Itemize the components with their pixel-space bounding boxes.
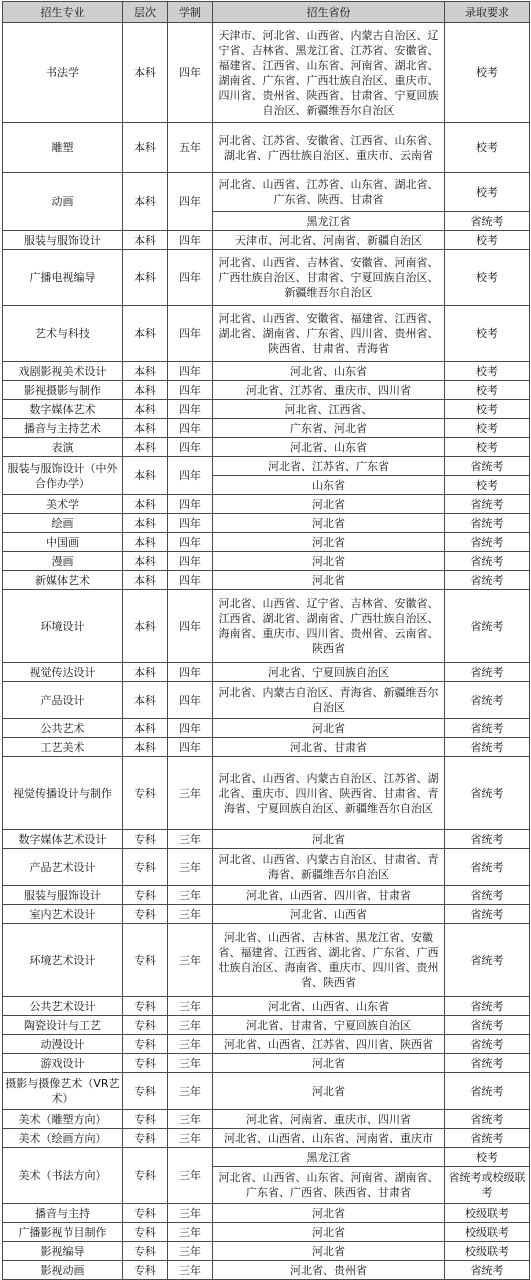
provinces-cell: 河北省、山西省、山东省 <box>213 997 445 1016</box>
requirement-cell: 省统考 <box>445 1054 530 1073</box>
requirement-cell: 省统考 <box>445 663 530 682</box>
years-cell: 三年 <box>168 1129 213 1148</box>
provinces-cell: 河北省、山西省、山东省、河南省、重庆市 <box>213 1129 445 1148</box>
major-cell: 绘画 <box>3 514 123 533</box>
table-row <box>3 250 530 306</box>
provinces-cell: 河北省、山西省、安徽省、福建省、江西省、湖北省、湖南省、广东省、四川省、贵州省、陕西省、甘肃省、青海省 <box>213 306 445 362</box>
level-cell: 专科 <box>123 1242 168 1261</box>
provinces-cell: 河北省 <box>213 1223 445 1242</box>
table-row <box>3 1110 530 1129</box>
requirement-cell: 省统考 <box>445 212 530 231</box>
level-cell: 本科 <box>123 400 168 419</box>
level-cell: 专科 <box>123 1073 168 1110</box>
requirement-cell: 省统考 <box>445 1035 530 1054</box>
table-row <box>3 23 530 123</box>
table-row <box>3 419 530 438</box>
table-row <box>3 123 530 173</box>
provinces-cell: 河北省、山西省、山东省、河南省、湖南省、广东省、广西省、陕西省、甘肃省 <box>213 1167 445 1204</box>
provinces-cell: 河北省 <box>213 514 445 533</box>
years-cell: 四年 <box>168 231 213 250</box>
table-body <box>3 23 530 1280</box>
provinces-cell: 河北省 <box>213 533 445 552</box>
provinces-cell: 河北省、江苏省、广东省 <box>213 457 445 476</box>
years-cell: 三年 <box>168 757 213 830</box>
requirement-cell: 校考 <box>445 23 530 123</box>
table-row <box>3 1016 530 1035</box>
requirement-cell: 省统考 <box>445 849 530 886</box>
requirement-cell: 省统考 <box>445 886 530 905</box>
table-row <box>3 381 530 400</box>
years-cell: 三年 <box>168 1261 213 1280</box>
years-cell: 四年 <box>168 306 213 362</box>
major-cell: 公共艺术 <box>3 719 123 738</box>
major-cell: 室内艺术设计 <box>3 905 123 924</box>
table-row <box>3 533 530 552</box>
years-cell: 三年 <box>168 1073 213 1110</box>
requirement-cell: 省统考或校级联考 <box>445 1167 530 1204</box>
requirement-cell: 校考 <box>445 123 530 173</box>
table-row <box>3 495 530 514</box>
provinces-cell: 河北省、河南省、重庆市、四川省 <box>213 1110 445 1129</box>
major-cell: 影视动画 <box>3 1261 123 1280</box>
level-cell: 专科 <box>123 1223 168 1242</box>
years-cell: 三年 <box>168 830 213 849</box>
requirement-cell: 校考 <box>445 306 530 362</box>
years-cell: 四年 <box>168 250 213 306</box>
major-cell: 播音与主持艺术 <box>3 419 123 438</box>
level-cell: 本科 <box>123 514 168 533</box>
table-row <box>3 1242 530 1261</box>
table-row <box>3 1223 530 1242</box>
level-cell: 本科 <box>123 590 168 663</box>
level-cell: 本科 <box>123 571 168 590</box>
provinces-cell: 河北省、山东省 <box>213 362 445 381</box>
table-row <box>3 663 530 682</box>
years-cell: 四年 <box>168 552 213 571</box>
provinces-cell: 河北省、山西省、四川省、甘肃省 <box>213 886 445 905</box>
years-cell: 四年 <box>168 23 213 123</box>
requirement-cell: 校级联考 <box>445 1204 530 1223</box>
provinces-cell: 河北省、江西省、 <box>213 400 445 419</box>
years-cell: 四年 <box>168 400 213 419</box>
provinces-cell: 河北省、内蒙古自治区、青海省、新疆维吾尔自治区 <box>213 682 445 719</box>
table-row <box>3 173 530 212</box>
requirement-cell: 校考 <box>445 173 530 212</box>
major-cell: 数字媒体艺术设计 <box>3 830 123 849</box>
provinces-cell: 河北省、山西省、吉林省、安徽省、河南省、广西壮族自治区、甘肃省、宁夏回族自治区、新疆维吾尔自治区 <box>213 250 445 306</box>
requirement-cell: 校考 <box>445 476 530 495</box>
table-row <box>3 886 530 905</box>
provinces-cell: 河北省、山西省、内蒙古自治区、江苏省、湖北省、重庆市、四川省、陕西省、甘肃省、青海省、宁夏回族自治区、新疆维吾尔自治区 <box>213 757 445 830</box>
table-row <box>3 457 530 476</box>
years-cell: 四年 <box>168 514 213 533</box>
provinces-cell: 河北省 <box>213 830 445 849</box>
years-cell: 四年 <box>168 495 213 514</box>
major-cell: 新媒体艺术 <box>3 571 123 590</box>
provinces-cell: 河北省 <box>213 495 445 514</box>
major-cell: 雕塑 <box>3 123 123 173</box>
years-cell: 四年 <box>168 682 213 719</box>
major-cell: 美术（书法方向） <box>3 1148 123 1204</box>
level-cell: 本科 <box>123 438 168 457</box>
requirement-cell: 校考 <box>445 250 530 306</box>
table-row <box>3 905 530 924</box>
requirement-cell: 省统考 <box>445 830 530 849</box>
table-row <box>3 1148 530 1167</box>
provinces-cell: 天津市、河北省、山西省、内蒙古自治区、辽宁省、吉林省、黑龙江省、江苏省、安徽省、福建省、江西省、山东省、河南省、湖北省、湖南省、广东省、广西壮族自治区、重庆市、四川省、贵州省、陕西省、甘肃省、宁夏回族自治区、新疆维吾尔自治区 <box>213 23 445 123</box>
table-row <box>3 362 530 381</box>
major-cell: 广播电视编导 <box>3 250 123 306</box>
table-row <box>3 590 530 663</box>
major-cell: 游戏设计 <box>3 1054 123 1073</box>
major-cell: 表演 <box>3 438 123 457</box>
requirement-cell: 省统考 <box>445 1129 530 1148</box>
table-row <box>3 514 530 533</box>
level-cell: 本科 <box>123 173 168 231</box>
major-cell: 戏剧影视美术设计 <box>3 362 123 381</box>
provinces-cell: 河北省、山东省 <box>213 438 445 457</box>
provinces-cell: 河北省 <box>213 552 445 571</box>
level-cell: 专科 <box>123 1261 168 1280</box>
requirement-cell: 省统考 <box>445 495 530 514</box>
major-cell: 服装与服饰设计 <box>3 886 123 905</box>
header-provinces: 招生省份 <box>213 2 445 23</box>
requirement-cell: 省统考 <box>445 1110 530 1129</box>
table-row <box>3 1204 530 1223</box>
years-cell: 四年 <box>168 419 213 438</box>
level-cell: 专科 <box>123 905 168 924</box>
major-cell: 数字媒体艺术 <box>3 400 123 419</box>
years-cell: 四年 <box>168 738 213 757</box>
table-row <box>3 757 530 830</box>
level-cell: 本科 <box>123 231 168 250</box>
header-level: 层次 <box>123 2 168 23</box>
requirement-cell: 省统考 <box>445 1261 530 1280</box>
requirement-cell: 省统考 <box>445 924 530 997</box>
level-cell: 专科 <box>123 830 168 849</box>
requirement-cell: 省统考 <box>445 757 530 830</box>
table-row <box>3 1054 530 1073</box>
provinces-cell: 山东省 <box>213 476 445 495</box>
requirement-cell: 校考 <box>445 419 530 438</box>
major-cell: 影视编导 <box>3 1242 123 1261</box>
major-cell: 产品艺术设计 <box>3 849 123 886</box>
table-row <box>3 438 530 457</box>
years-cell: 四年 <box>168 381 213 400</box>
provinces-cell: 河北省 <box>213 719 445 738</box>
level-cell: 本科 <box>123 381 168 400</box>
table-row <box>3 682 530 719</box>
provinces-cell: 河北省、山西省、吉林省、黑龙江省、安徽省、福建省、江西省、湖北省、广东省、广西壮族自治区、海南省、重庆市、四川省、贵州省、陕西省 <box>213 924 445 997</box>
provinces-cell: 河北省、山西省、内蒙古自治区、甘肃省、青海省、新疆维吾尔自治区 <box>213 849 445 886</box>
level-cell: 专科 <box>123 1204 168 1223</box>
requirement-cell: 校级联考 <box>445 1242 530 1261</box>
requirement-cell: 省统考 <box>445 457 530 476</box>
major-cell: 影视摄影与制作 <box>3 381 123 400</box>
requirement-cell: 省统考 <box>445 590 530 663</box>
level-cell: 专科 <box>123 924 168 997</box>
years-cell: 三年 <box>168 1035 213 1054</box>
provinces-cell: 河北省、贵州省 <box>213 1261 445 1280</box>
requirement-cell: 校考 <box>445 1148 530 1167</box>
years-cell: 五年 <box>168 123 213 173</box>
table-row <box>3 830 530 849</box>
provinces-cell: 河北省、山西省、辽宁省、吉林省、安徽省、江西省、湖北省、湖南省、广西壮族自治区、海南省、重庆市、四川省、贵州省、云南省、陕西省 <box>213 590 445 663</box>
provinces-cell: 黑龙江省 <box>213 1148 445 1167</box>
table-row <box>3 1073 530 1110</box>
major-cell: 摄影与摄像艺术（VR艺术） <box>3 1073 123 1110</box>
requirement-cell: 省统考 <box>445 719 530 738</box>
level-cell: 本科 <box>123 533 168 552</box>
requirement-cell: 校级联考 <box>445 1223 530 1242</box>
header-row <box>3 2 530 23</box>
major-cell: 工艺美术 <box>3 738 123 757</box>
major-cell: 公共艺术设计 <box>3 997 123 1016</box>
table-row <box>3 1035 530 1054</box>
table-row <box>3 400 530 419</box>
level-cell: 专科 <box>123 757 168 830</box>
level-cell: 专科 <box>123 849 168 886</box>
level-cell: 本科 <box>123 552 168 571</box>
header-years: 学制 <box>168 2 213 23</box>
table-row <box>3 719 530 738</box>
years-cell: 三年 <box>168 886 213 905</box>
requirement-cell: 省统考 <box>445 571 530 590</box>
major-cell: 视觉传达设计 <box>3 663 123 682</box>
major-cell: 服装与服饰设计（中外合作办学） <box>3 457 123 495</box>
requirement-cell: 省统考 <box>445 533 530 552</box>
table-row <box>3 552 530 571</box>
years-cell: 四年 <box>168 571 213 590</box>
years-cell: 三年 <box>168 1110 213 1129</box>
major-cell: 动漫设计 <box>3 1035 123 1054</box>
major-cell: 中国画 <box>3 533 123 552</box>
level-cell: 专科 <box>123 1016 168 1035</box>
provinces-cell: 河北省 <box>213 1204 445 1223</box>
provinces-cell: 天津市、河北省、河南省、新疆自治区 <box>213 231 445 250</box>
table-row <box>3 231 530 250</box>
requirement-cell: 省统考 <box>445 1016 530 1035</box>
requirement-cell: 省统考 <box>445 514 530 533</box>
provinces-cell: 河北省、山西省、江苏省、四川省、陕西省 <box>213 1035 445 1054</box>
requirement-cell: 校考 <box>445 362 530 381</box>
requirement-cell: 省统考 <box>445 997 530 1016</box>
years-cell: 四年 <box>168 438 213 457</box>
major-cell: 服装与服饰设计 <box>3 231 123 250</box>
years-cell: 三年 <box>168 849 213 886</box>
requirement-cell: 省统考 <box>445 1073 530 1110</box>
level-cell: 本科 <box>123 663 168 682</box>
years-cell: 四年 <box>168 362 213 381</box>
provinces-cell: 河北省 <box>213 1242 445 1261</box>
major-cell: 艺术与科技 <box>3 306 123 362</box>
years-cell: 三年 <box>168 924 213 997</box>
table-row <box>3 924 530 997</box>
years-cell: 三年 <box>168 1054 213 1073</box>
requirement-cell: 省统考 <box>445 682 530 719</box>
level-cell: 专科 <box>123 1148 168 1204</box>
requirement-cell: 校考 <box>445 438 530 457</box>
years-cell: 四年 <box>168 173 213 231</box>
years-cell: 三年 <box>168 905 213 924</box>
level-cell: 专科 <box>123 997 168 1016</box>
provinces-cell: 河北省 <box>213 571 445 590</box>
years-cell: 三年 <box>168 1016 213 1035</box>
table-row <box>3 849 530 886</box>
major-cell: 环境设计 <box>3 590 123 663</box>
table-row <box>3 738 530 757</box>
provinces-cell: 河北省、甘肃省、宁夏回族自治区 <box>213 1016 445 1035</box>
level-cell: 本科 <box>123 738 168 757</box>
requirement-cell: 省统考 <box>445 738 530 757</box>
table-row <box>3 1129 530 1148</box>
major-cell: 视觉传播设计与制作 <box>3 757 123 830</box>
level-cell: 专科 <box>123 1054 168 1073</box>
level-cell: 本科 <box>123 419 168 438</box>
years-cell: 四年 <box>168 533 213 552</box>
level-cell: 专科 <box>123 886 168 905</box>
table-row <box>3 1261 530 1280</box>
major-cell: 产品设计 <box>3 682 123 719</box>
level-cell: 专科 <box>123 1035 168 1054</box>
years-cell: 四年 <box>168 457 213 495</box>
header-major: 招生专业 <box>3 2 123 23</box>
major-cell: 环境艺术设计 <box>3 924 123 997</box>
provinces-cell: 河北省、江苏省、安徽省、江西省、山东省、湖北省、广西壮族自治区、重庆市、云南省 <box>213 123 445 173</box>
major-cell: 陶瓷设计与工艺 <box>3 1016 123 1035</box>
requirement-cell: 校考 <box>445 381 530 400</box>
level-cell: 本科 <box>123 362 168 381</box>
level-cell: 专科 <box>123 1110 168 1129</box>
major-cell: 广播影视节目制作 <box>3 1223 123 1242</box>
level-cell: 本科 <box>123 23 168 123</box>
years-cell: 三年 <box>168 1148 213 1204</box>
provinces-cell: 河北省 <box>213 1073 445 1110</box>
provinces-cell: 河北省 <box>213 1054 445 1073</box>
major-cell: 美术（雕塑方向） <box>3 1110 123 1129</box>
major-cell: 漫画 <box>3 552 123 571</box>
table-row <box>3 571 530 590</box>
table-row <box>3 306 530 362</box>
level-cell: 本科 <box>123 495 168 514</box>
requirement-cell: 校考 <box>445 231 530 250</box>
provinces-cell: 河北省、山西省 <box>213 905 445 924</box>
level-cell: 本科 <box>123 682 168 719</box>
major-cell: 美术学 <box>3 495 123 514</box>
provinces-cell: 河北省、山西省、江苏省、山东省、湖北省、广东省、陕西、甘肃省 <box>213 173 445 212</box>
level-cell: 本科 <box>123 306 168 362</box>
level-cell: 本科 <box>123 719 168 738</box>
requirement-cell: 省统考 <box>445 552 530 571</box>
requirement-cell: 省统考 <box>445 905 530 924</box>
major-cell: 播音与主持 <box>3 1204 123 1223</box>
header-requirement: 录取要求 <box>445 2 530 23</box>
level-cell: 本科 <box>123 123 168 173</box>
years-cell: 四年 <box>168 590 213 663</box>
provinces-cell: 河北省、宁夏回族自治区 <box>213 663 445 682</box>
years-cell: 三年 <box>168 1242 213 1261</box>
provinces-cell: 广东省、河北省 <box>213 419 445 438</box>
years-cell: 三年 <box>168 1204 213 1223</box>
admission-table-wrapper <box>2 1 529 1277</box>
major-cell: 美术（绘画方向） <box>3 1129 123 1148</box>
level-cell: 本科 <box>123 250 168 306</box>
years-cell: 四年 <box>168 719 213 738</box>
major-cell: 动画 <box>3 173 123 231</box>
provinces-cell: 黑龙江省 <box>213 212 445 231</box>
table-row <box>3 997 530 1016</box>
major-cell: 书法学 <box>3 23 123 123</box>
admission-table <box>2 1 530 1280</box>
years-cell: 四年 <box>168 663 213 682</box>
requirement-cell: 校考 <box>445 400 530 419</box>
provinces-cell: 河北省、江苏省、重庆市、四川省 <box>213 381 445 400</box>
years-cell: 三年 <box>168 997 213 1016</box>
level-cell: 专科 <box>123 1129 168 1148</box>
provinces-cell: 河北省、甘肃省 <box>213 738 445 757</box>
years-cell: 三年 <box>168 1223 213 1242</box>
level-cell: 本科 <box>123 457 168 495</box>
